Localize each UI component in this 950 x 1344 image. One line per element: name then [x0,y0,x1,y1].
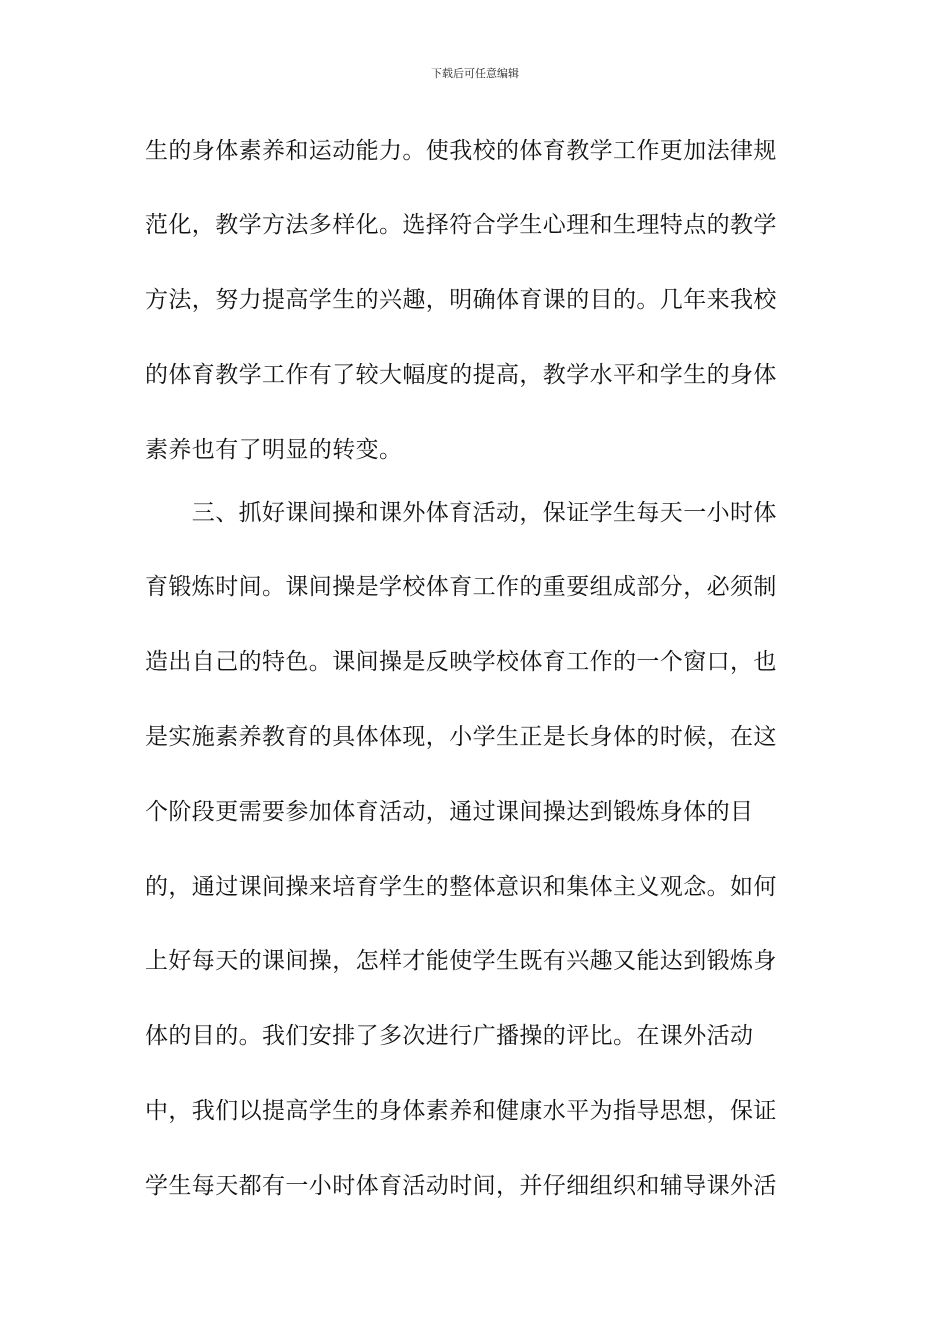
text-line: 育锻炼时间。课间操是学校体育工作的重要组成部分，必须制 [145,574,777,600]
text-line: 范化，教学方法多样化。选择符合学生心理和生理特点的教学 [145,212,777,238]
text-line: 是实施素养教育的具体体现，小学生正是长身体的时候，在这 [145,724,777,750]
text-line: 三、抓好课间操和课外体育活动，保证学生每天一小时体 [145,500,777,526]
page-header: 下载后可任意编辑 [431,67,519,80]
text-line: 个阶段更需要参加体育活动，通过课间操达到锻炼身体的目 [145,799,754,825]
text-line: 学生每天都有一小时体育活动时间，并仔细组织和辅导课外活 [145,1173,777,1199]
text-line: 中，我们以提高学生的身体素养和健康水平为指导思想，保证 [145,1098,777,1124]
text-line: 的，通过课间操来培育学生的整体意识和集体主义观念。如何 [145,874,777,900]
text-line: 的体育教学工作有了较大幅度的提高，教学水平和学生的身体 [145,362,777,388]
text-line: 造出自己的特色。课间操是反映学校体育工作的一个窗口，也 [145,649,777,675]
text-line: 体的目的。我们安排了多次进行广播操的评比。在课外活动 [145,1023,754,1049]
text-line: 素养也有了明显的转变。 [145,437,403,463]
text-line: 方法，努力提高学生的兴趣，明确体育课的目的。几年来我校 [145,287,777,313]
text-line: 生的身体素养和运动能力。使我校的体育教学工作更加法律规 [145,138,777,164]
text-line: 上好每天的课间操，怎样才能使学生既有兴趣又能达到锻炼身 [145,948,777,974]
